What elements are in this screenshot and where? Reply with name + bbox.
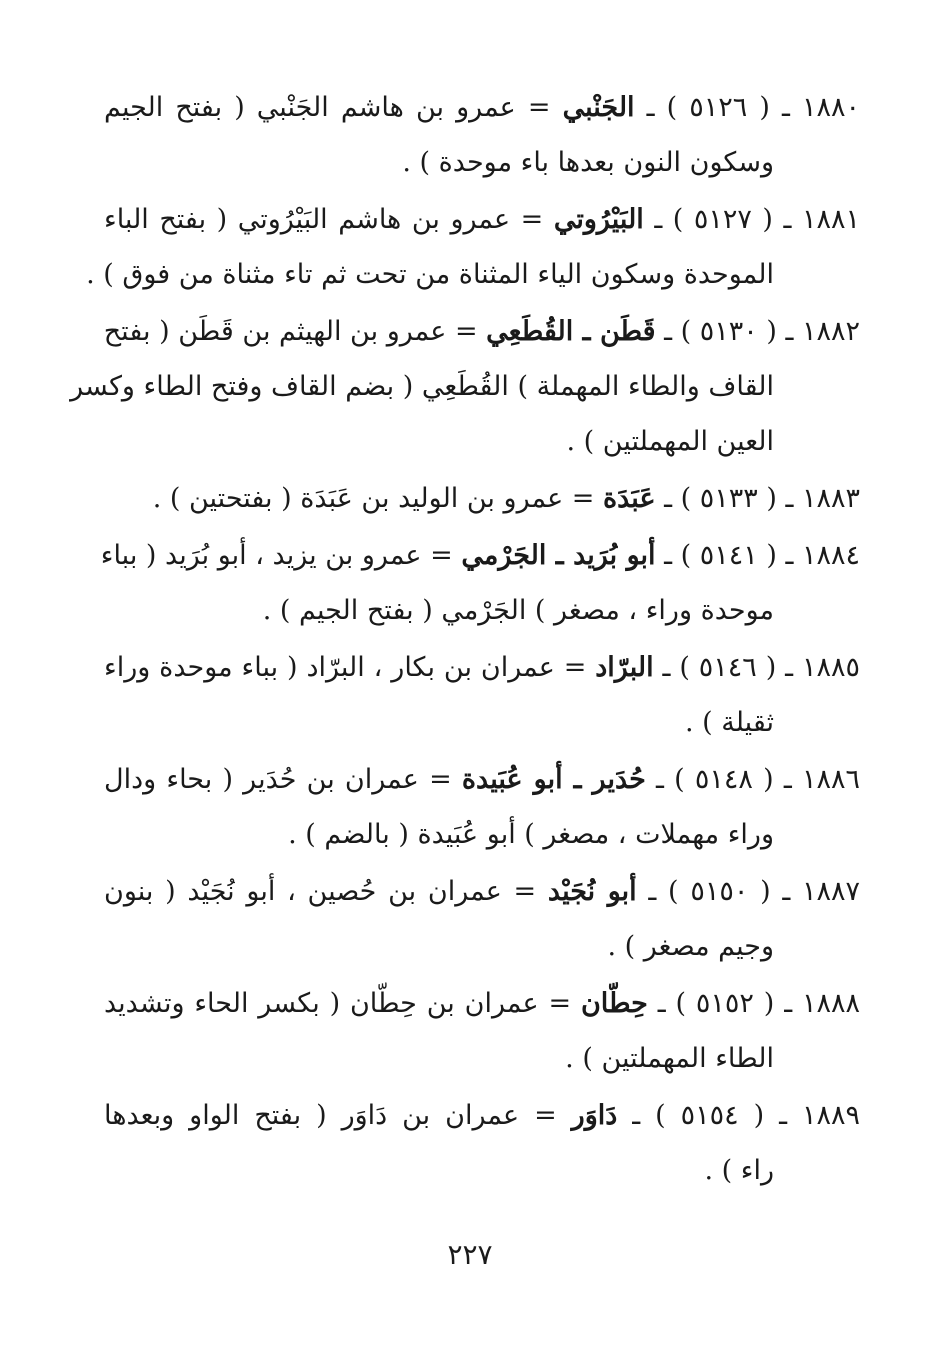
entry-continuation: العين المهملتين ) .	[566, 426, 774, 457]
entries-list	[70, 80, 860, 1200]
list-item	[86, 192, 860, 302]
entry-headword: حِطّان	[580, 988, 648, 1019]
entry-text: = عمران بن بكار ، البرّاد ( بباء موحدة وراء	[104, 652, 587, 683]
entry-continuation: ثقيلة ) .	[684, 707, 774, 738]
list-item	[104, 80, 860, 190]
entry-headword: عَبَدَة	[602, 483, 656, 514]
entry-continuation: الطاء المهملتين ) .	[565, 1043, 774, 1074]
entry-number: ١٨٨٧ ـ ( ٥١٥٠ ) ـ	[648, 876, 860, 907]
entry-text: = عمرو بن هاشم البَيْرُوتي ( بفتح الباء	[104, 204, 544, 235]
entry-number: ١٨٨٨ ـ ( ٥١٥٢ ) ـ	[657, 988, 860, 1019]
entry-text: = عمرو بن الوليد بن عَبَدَة ( بفتحتين ) .	[152, 483, 595, 514]
entry-headword: قَطَن ـ القُطَعِي	[486, 316, 656, 347]
entry-number: ١٨٨٥ ـ ( ٥١٤٦ ) ـ	[662, 652, 860, 683]
list-item	[104, 976, 860, 1086]
entry-headword: أبو بُرَيد ـ الجَرْمي	[461, 540, 656, 571]
entry-number: ١٨٨٦ ـ ( ٥١٤٨ ) ـ	[656, 764, 860, 795]
entry-headword: البَيْرُوتي	[553, 204, 644, 235]
entry-number: ١٨٨٤ ـ ( ٥١٤١ ) ـ	[664, 540, 860, 571]
entry-continuation: موحدة وراء ، مصغر ) الجَرْمي ( بفتح الجيم ) .	[262, 595, 774, 626]
entry-text: = عمرو بن الهيثم بن قَطَن ( بفتح	[103, 316, 478, 347]
entry-headword: حُدَير ـ أبو عُبَيدة	[461, 764, 646, 795]
list-item	[100, 528, 860, 638]
entry-text: = عمران بن حُدَير ( بحاء ودال	[104, 764, 452, 795]
list-item	[70, 304, 860, 469]
entry-number: ١٨٨٣ ـ ( ٥١٣٣ ) ـ	[664, 483, 860, 514]
entry-number: ١٨٨٠ ـ ( ٥١٢٦ ) ـ	[646, 92, 860, 123]
entry-number: ١٨٨٩ ـ ( ٥١٥٤ ) ـ	[632, 1100, 860, 1131]
entry-number: ١٨٨١ ـ ( ٥١٢٧ ) ـ	[654, 204, 860, 235]
entry-continuation: الموحدة وسكون الياء المثناة من تحت ثم تاء مثناة من فوق ) .	[86, 259, 774, 290]
list-item	[104, 640, 860, 750]
entry-continuation: وراء مهملات ، مصغر ) أبو عُبَيدة ( بالضم ) .	[288, 819, 774, 850]
entry-text: = عمران بن دَاوَر ( بفتح الواو وبعدها	[104, 1100, 557, 1131]
entry-headword: أبو نُجَيْد	[547, 876, 637, 907]
page-number: ٢٢٧	[447, 1238, 493, 1271]
entry-headword: البرّاد	[595, 652, 654, 683]
entry-text: = عمران بن حُصين ، أبو نُجَيْد ( بنون	[104, 876, 537, 907]
entry-continuation: القاف والطاء المهملة ) القُطَعِي ( بضم القاف وفتح الطاء وكسر	[70, 371, 774, 402]
entry-text: = عمران بن حِطّان ( بكسر الحاء وتشديد	[104, 988, 572, 1019]
entry-headword: الجَنْبي	[562, 92, 635, 123]
entry-headword: دَاوَر	[571, 1100, 618, 1131]
entry-text: = عمرو بن يزيد ، أبو بُرَيد ( بباء	[100, 540, 453, 571]
list-item	[104, 752, 860, 862]
list-item	[104, 471, 860, 526]
entry-continuation: وسكون النون بعدها باء موحدة ) .	[402, 147, 774, 178]
entry-text: = عمرو بن هاشم الجَنْبي ( بفتح الجيم	[104, 92, 551, 123]
entry-continuation: راء ) .	[704, 1155, 774, 1186]
entry-continuation: وجيم مصغر ) .	[607, 931, 774, 962]
entry-number: ١٨٨٢ ـ ( ٥١٣٠ ) ـ	[664, 316, 860, 347]
list-item	[104, 1088, 860, 1198]
list-item	[104, 864, 860, 974]
